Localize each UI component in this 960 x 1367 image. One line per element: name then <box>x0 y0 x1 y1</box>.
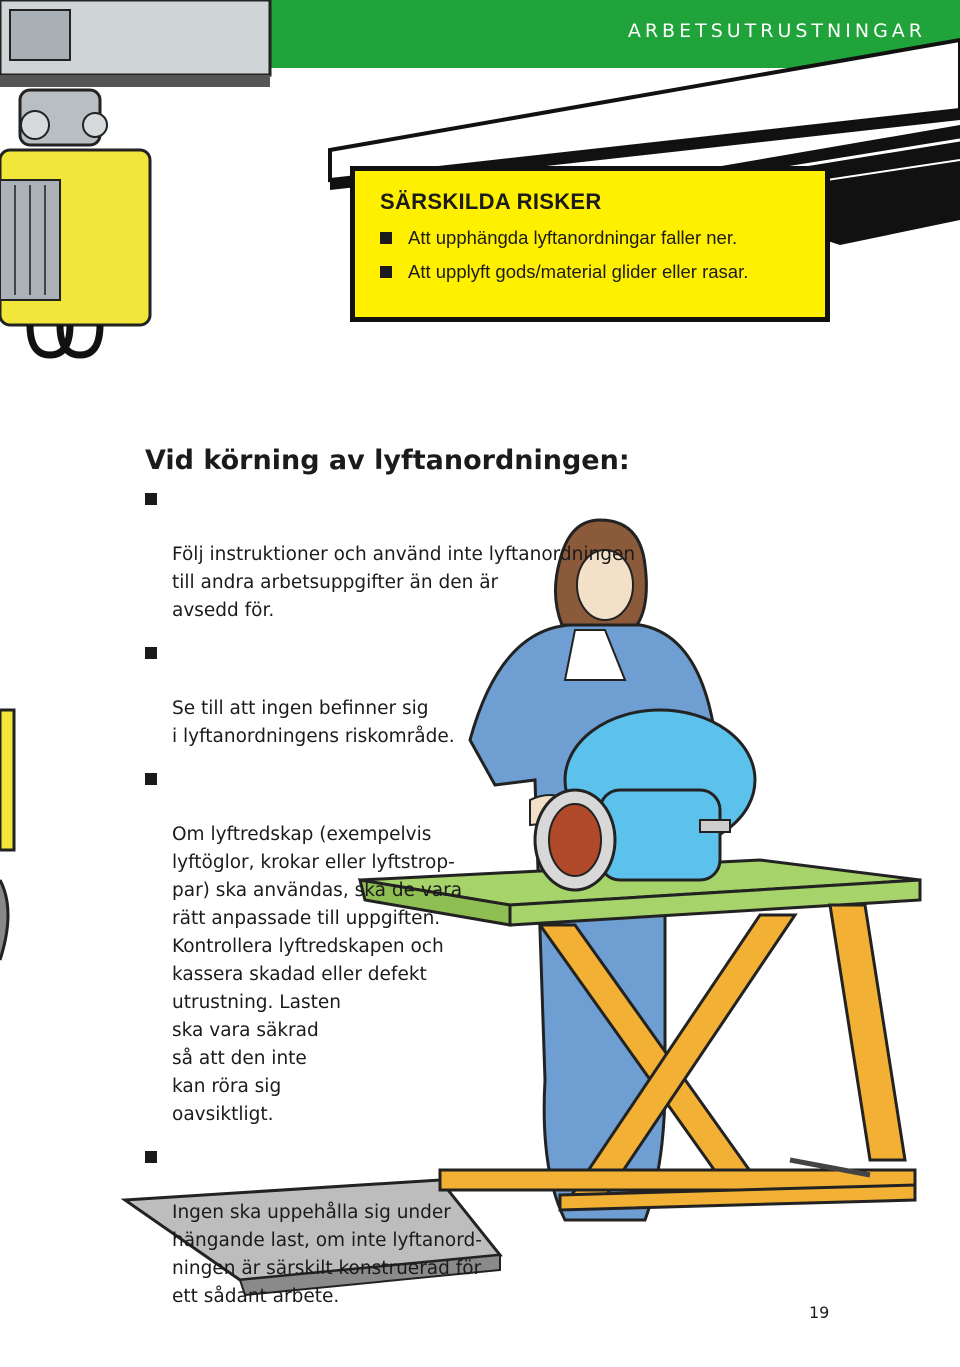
page-number: 19 <box>809 1303 830 1322</box>
rule-item <box>145 1143 665 1311</box>
risk-item-text: Att upphängda lyftanordningar faller ner. <box>408 227 738 248</box>
risk-item-text: Att upplyft gods/material glider eller rasar. <box>408 261 749 282</box>
rule-text: Ingen ska uppehålla sig under hängande last, om inte lyftanord- ningen är särskilt konstruerad för ett sådant arbete. <box>172 1202 482 1307</box>
rule-item <box>145 765 665 1129</box>
square-bullet-icon <box>380 266 392 278</box>
square-bullet-icon <box>145 493 157 505</box>
square-bullet-icon <box>145 1151 157 1163</box>
rule-text: Om lyftredskap (exempelvis lyftöglor, krokar eller lyftstrop- par) ska användas, ska de vara rätt anpassade till uppgiften. Kontrollera lyftredskapen och kassera skadad eller defekt utrustning. Lasten ska vara säkrad så att den inte kan röra sig oavsiktligt. <box>172 824 463 1125</box>
square-bullet-icon <box>145 773 157 785</box>
rule-text: Följ instruktioner och använd inte lyftanordningen till andra arbetsuppgifter än den är avsedd för. <box>172 544 636 621</box>
rule-item <box>145 485 665 625</box>
square-bullet-icon <box>380 232 392 244</box>
risk-item <box>380 221 825 255</box>
rule-text: Se till att ingen befinner sig i lyftanordningens riskområde. <box>172 698 455 747</box>
risk-item <box>380 255 825 289</box>
section-label: ARBETSUTRUSTNINGAR <box>627 20 926 42</box>
hoist-icon <box>0 0 270 355</box>
square-bullet-icon <box>145 647 157 659</box>
section-heading: Vid körning av lyftanordningen: <box>145 445 630 476</box>
edge-dark-shape <box>0 880 8 960</box>
risk-box-title: SÄRSKILDA RISKER <box>380 189 602 214</box>
rule-item <box>145 639 665 751</box>
special-risks-box <box>350 166 830 322</box>
rules-list <box>145 485 665 1325</box>
edge-yellow-shape <box>0 710 14 850</box>
